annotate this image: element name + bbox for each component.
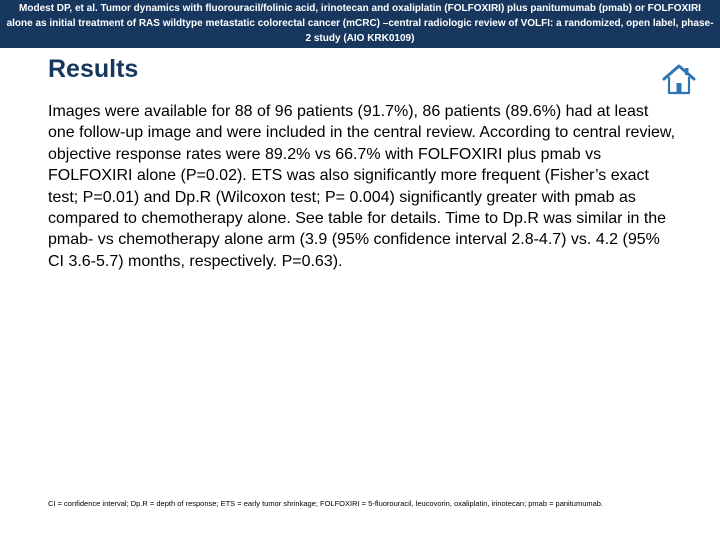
header-banner xyxy=(0,0,720,48)
section-title: Results xyxy=(48,55,139,83)
abbreviations-footnote: CI = confidence interval; Dp.R = depth of response; ETS = early tumor shrinkage; FOLFOXIRI = 5-fluorouracil, leucovorin, oxaliplatin, irinotecan; pmab = panitumumab. xyxy=(48,499,604,508)
results-paragraph: Images were available for 88 of 96 patients (91.7%), 86 patients (89.6%) had at least one follow-up image and were included in the central review. According to central review, objective response rates were 89.2% vs 66.7% with FOLFOXIRI plus pmab vs FOLFOXIRI alone (P=0.02). ETS was also significantly more frequent (Fisher’s exact test; P=0.01) and Dp.R (Wilcoxon test; P= 0.004) significantly greater with pmab as compared to chemotherapy alone. See table for details. Time to Dp.R was similar in the pmab- vs chemotherapy alone arm (3.9 (95% confidence interval 2.8-4.7) vs. 4.2 (95% CI 3.6-5.7) months, respectively. P=0.63). xyxy=(48,103,676,270)
citation-text: Modest DP, et al. Tumor dynamics with fluorouracil/folinic acid, irinotecan and oxaliplatin (FOLFOXIRI) plus panitumumab (pmab) or FOLFOXIRI alone as initial treatment of RAS wildtype metastatic colorectal cancer (mCRC) –central radiologic review of VOLFI: a randomized, open label, phase-2 study (AIO KRK0109) xyxy=(6,3,714,44)
home-icon[interactable] xyxy=(662,62,696,96)
home-icon-graphic xyxy=(662,62,696,96)
